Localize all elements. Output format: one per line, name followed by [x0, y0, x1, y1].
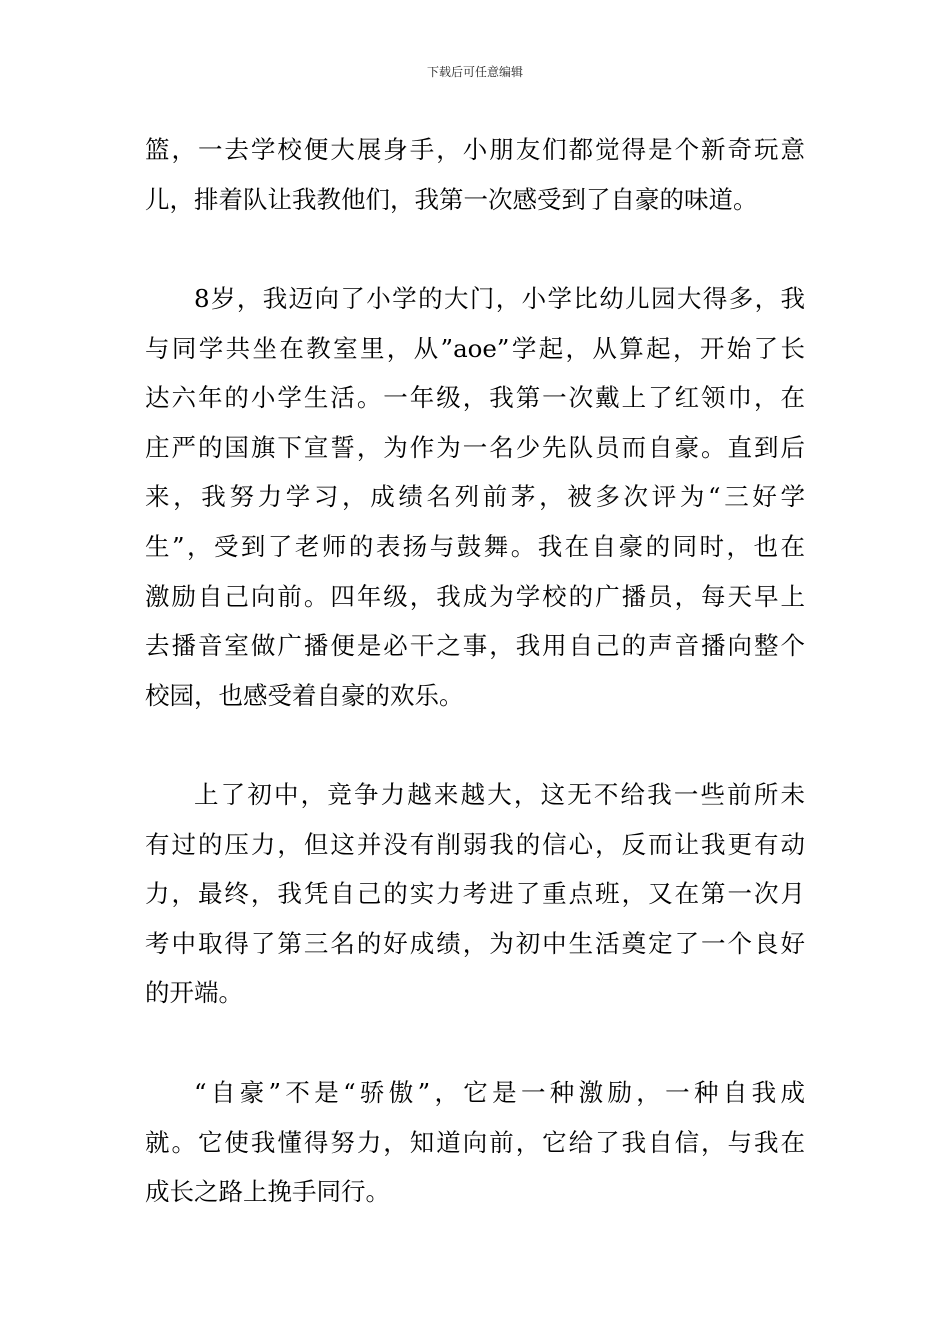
text-line: 校园，也感受着自豪的欢乐。: [145, 680, 464, 710]
text-line: 达六年的小学生活。一年级，我第一次戴上了红领巾，在: [145, 383, 805, 413]
text-line: “自豪”不是“骄傲”，它是一种激励，一种自我成: [194, 1078, 805, 1107]
text-line: 与同学共坐在教室里，从”aoe”学起，从算起，开始了长: [145, 333, 805, 363]
text-line: 8岁，我迈向了小学的大门，小学比幼儿园大得多，我: [194, 284, 805, 313]
text-line: 庄严的国旗下宣誓，为作为一名少先队员而自豪。直到后: [145, 432, 805, 462]
text-line: 考中取得了第三名的好成绩，为初中生活奠定了一个良好: [145, 928, 805, 958]
text-line: 篮，一去学校便大展身手，小朋友们都觉得是个新奇玩意: [145, 135, 805, 164]
text-line: 成长之路上挽手同行。: [145, 1177, 390, 1207]
text-line: 激励自己向前。四年级，我成为学校的广播员，每天早上: [145, 581, 805, 611]
text-line: 上了初中，竞争力越来越大，这无不给我一些前所未: [194, 780, 805, 809]
text-line: 有过的压力，但这并没有削弱我的信心，反而让我更有动: [145, 829, 805, 859]
text-line: 生”，受到了老师的表扬与鼓舞。我在自豪的同时，也在: [145, 531, 805, 561]
text-line: 去播音室做广播便是必干之事，我用自己的声音播向整个: [145, 631, 805, 661]
text-line: 力，最终，我凭自己的实力考进了重点班，又在第一次月: [145, 879, 805, 909]
paragraph-4: [145, 1068, 805, 1217]
paragraph-2: [145, 274, 805, 720]
header-note: 下载后可任意编辑: [426, 65, 523, 79]
text-line: 来，我努力学习，成绩名列前茅，被多次评为“三好学: [145, 482, 805, 512]
text-line: 的开端。: [145, 978, 243, 1008]
text-line: 儿，排着队让我教他们，我第一次感受到了自豪的味道。: [145, 184, 758, 214]
paragraph-3: [145, 770, 805, 1018]
paragraph-1: [145, 125, 805, 224]
text-line: 就。它使我懂得努力，知道向前，它给了我自信，与我在: [145, 1127, 805, 1157]
